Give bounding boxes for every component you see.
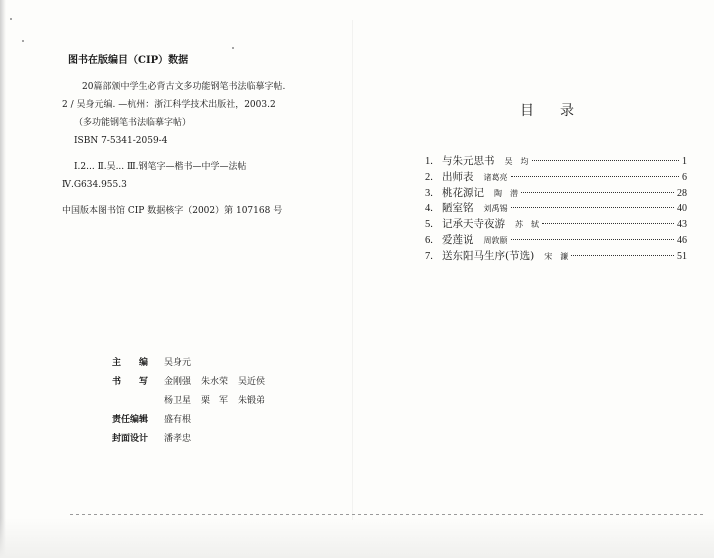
toc-entry-page: 6 xyxy=(682,171,687,183)
scan-speck xyxy=(10,18,12,20)
credit-name: 潘孝忠 xyxy=(164,434,192,444)
credit-row xyxy=(112,409,265,428)
cip-line: 20篇部颁中学生必背古文多功能钢笔书法临摹字帖. xyxy=(82,82,286,92)
toc-entry-page: 51 xyxy=(677,250,687,262)
toc-entry-title: 送东阳马生序(节选) xyxy=(442,249,535,262)
credit-name: 杨卫星 xyxy=(164,396,192,406)
cip-line: （多功能钢笔书法临摹字帖） xyxy=(74,118,192,128)
toc-entry-title: 桃花源记 xyxy=(442,186,484,199)
scan-bottom-shadow xyxy=(0,518,714,558)
toc-entry-author: 陶 潜 xyxy=(494,188,518,198)
credit-name: 朱锻弟 xyxy=(238,396,266,406)
toc-dot-leader xyxy=(571,255,674,256)
toc-dot-leader xyxy=(511,239,675,240)
toc-entry-title: 陋室铭 xyxy=(442,202,474,215)
toc-entry-page: 1 xyxy=(682,156,687,167)
credit-name: 金刚强 xyxy=(164,377,192,387)
toc-entry-author: 苏 轼 xyxy=(515,220,539,230)
credit-name: 盛有根 xyxy=(164,415,192,425)
toc-entry-author: 刘禹锡 xyxy=(483,204,508,214)
credit-role: 主 编 xyxy=(112,358,149,368)
toc-dot-leader xyxy=(521,192,674,193)
toc-title: 目录 xyxy=(520,103,600,119)
toc-entry-number: 1. xyxy=(425,156,433,167)
toc-entry[interactable] xyxy=(425,200,687,216)
toc-entry[interactable] xyxy=(425,232,687,248)
toc-entry-title: 爱莲说 xyxy=(442,233,474,246)
toc-entry-number: 4. xyxy=(425,203,433,215)
toc-entry[interactable] xyxy=(425,169,687,185)
credit-name: 吴近侯 xyxy=(238,377,266,387)
toc-dot-leader xyxy=(511,176,680,177)
toc-entry[interactable] xyxy=(425,216,687,232)
toc-dot-leader xyxy=(532,160,680,161)
toc-entry-author: 诸葛亮 xyxy=(483,172,508,182)
cip-block xyxy=(62,52,352,220)
credit-role: 封面设计 xyxy=(112,434,149,444)
credit-row xyxy=(112,371,265,390)
toc-entry-title: 记承天寺夜游 xyxy=(442,218,505,231)
credit-role: 责任编辑 xyxy=(112,415,149,425)
credit-row xyxy=(112,428,265,447)
toc-entry-title: 与朱元思书 xyxy=(442,155,495,167)
toc-entry-number: 6. xyxy=(425,234,433,246)
toc-entry-author: 吴 均 xyxy=(504,157,529,166)
toc-entry-number: 2. xyxy=(425,171,433,183)
scan-edge-shadow xyxy=(0,0,6,558)
toc-entry-number: 3. xyxy=(425,187,433,199)
cip-classification: Ⅳ.G634.955.3 xyxy=(62,180,127,190)
cip-classification: Ⅰ.2... Ⅱ.吴... Ⅲ.钢笔字—楷书—中学—法帖 xyxy=(74,162,247,172)
cip-heading: 图书在版编目（CIP）数据 xyxy=(68,55,189,66)
cip-number: 中国版本图书馆 CIP 数据核字（2002）第 107168 号 xyxy=(62,206,283,216)
toc-entry-page: 43 xyxy=(677,219,687,231)
toc-list xyxy=(425,153,687,264)
toc-entry-number: 5. xyxy=(425,219,433,231)
toc-entry-author: 周敦颐 xyxy=(483,235,508,245)
cip-isbn: ISBN 7-5341-2059-4 xyxy=(74,136,168,146)
toc-entry[interactable] xyxy=(425,248,687,264)
scan-speck xyxy=(22,40,24,42)
toc-entry-author: 宋 濂 xyxy=(544,251,569,261)
credits-block xyxy=(112,352,265,447)
toc-entry-page: 40 xyxy=(677,203,687,215)
toc-entry-title: 出师表 xyxy=(442,170,474,183)
credit-name: 吴身元 xyxy=(164,358,192,368)
toc-entry[interactable] xyxy=(425,185,687,201)
toc-dot-leader xyxy=(511,207,675,208)
bottom-dashed-rule xyxy=(70,514,704,515)
toc-dot-leader xyxy=(542,223,674,224)
credit-row xyxy=(112,352,265,371)
toc-entry-page: 46 xyxy=(677,234,687,246)
toc-entry-page: 28 xyxy=(677,187,687,199)
toc-entry-number: 7. xyxy=(425,250,433,262)
toc-entry[interactable] xyxy=(425,153,687,169)
credit-name: 栗 军 xyxy=(201,396,229,406)
credit-role: 书 写 xyxy=(112,377,149,387)
cip-line: 2 / 吴身元编. —杭州：浙江科学技术出版社，2003.2 xyxy=(62,100,276,110)
page-fold xyxy=(352,20,353,520)
scan-speck xyxy=(232,47,234,49)
credit-name: 朱水荣 xyxy=(201,377,229,387)
credit-row xyxy=(112,390,265,409)
